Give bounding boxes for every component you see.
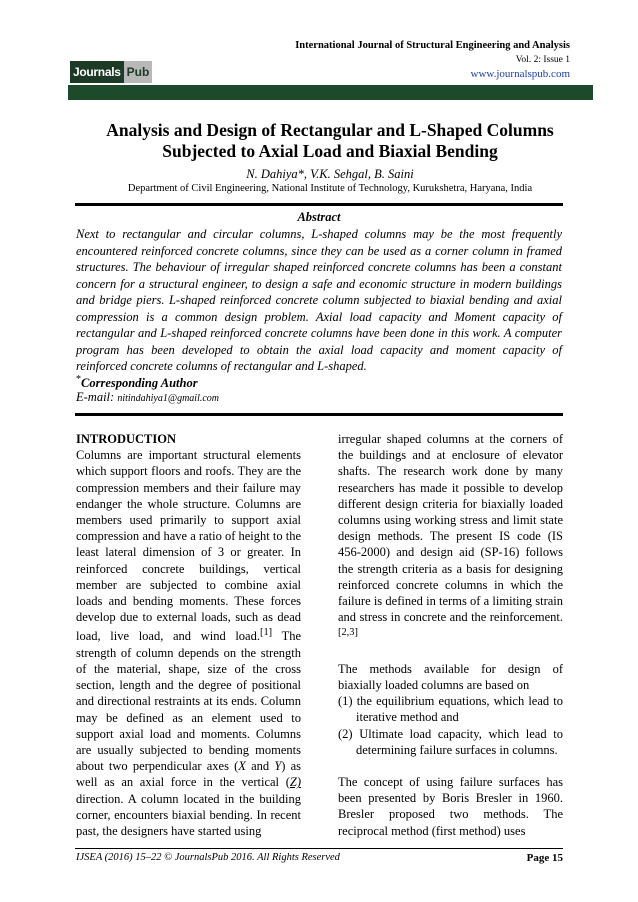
journalspub-logo	[70, 60, 160, 84]
spacer	[338, 758, 563, 774]
abstract-heading: Abstract	[297, 210, 341, 224]
spacer	[338, 645, 563, 661]
left-column	[76, 431, 301, 839]
journal-url-link[interactable]: www.journalspub.com	[470, 68, 570, 80]
corr-mark: *	[76, 374, 81, 385]
method-item: (1) the equilibrium equations, which lead to iterative method and	[338, 694, 563, 725]
volume-issue: Vol. 2: Issue 1	[515, 55, 570, 65]
corresponding-author	[76, 374, 198, 391]
title-line-2: Subjected to Axial Load and Biaxial Bending	[162, 141, 498, 161]
right-column	[338, 431, 563, 839]
axis-y: Y	[274, 759, 282, 774]
axis-x: X	[238, 759, 246, 774]
email-address-link[interactable]: nitindahiya1@gmail.com	[117, 393, 220, 404]
introduction-heading: INTRODUCTION	[76, 432, 177, 446]
title-line-1: Analysis and Design of Rectangular and L-Shaped Columns	[106, 120, 554, 140]
divider-top	[75, 203, 563, 206]
affiliation: Department of Civil Engineering, National Institute of Technology, Kurukshetra, Haryana, India	[127, 183, 533, 194]
methods-list	[338, 693, 563, 758]
concept-paragraph: The concept of using failure surfaces has been presented by Boris Bresler in 1960. Bresler proposed two methods. The reciprocal method (first method) uses	[338, 775, 563, 838]
intro-text-a: Columns are important structural elements which support floors and roofs. They are the compression members and their failure may endanger the whole structure. Columns are members used primarily to support axial compression and have a ratio of height to the least lateral dimension of 3 or greater. In reinforced concrete buildings, vertical member are subjected to combine axial loads and bending moments. These forces develop due to external loads, such as dead load, live load, and wind load.	[76, 448, 301, 644]
header-bar	[68, 85, 593, 100]
email-line	[76, 390, 219, 405]
intro-text-continued: irregular shaped columns at the corners of the buildings and at enclosure of elevator shafts. The research work done by many researchers has made it possible to develop different design criteria for biaxially loaded columns using working stress and limit state design methods. The present IS code (IS 456-2000) and design aid (SP-16) follows the strength criteria as a basis for designing reinforced concrete columns in which the failure is defined in terms of a limiting strain and stress in concrete and the reinforcement.	[338, 432, 563, 625]
corr-label: Corresponding Author	[81, 376, 198, 391]
page-number: Page 15	[526, 852, 563, 864]
and-word: and	[245, 759, 275, 774]
journal-name: International Journal of Structural Engineering and Analysis	[295, 40, 570, 51]
footer-divider	[75, 848, 563, 849]
intro-text-d: direction. A column located in the building corner, encounters biaxial bending. In recent past, the designers have started using	[76, 791, 301, 839]
citation-2-3[interactable]: [2,3]	[338, 627, 358, 639]
axis-z: Z)	[289, 775, 301, 790]
intro-text-b: The strength of column depends on the strength of the material, shape, size of the cross section, length and the degree of positional and directional restraints at its ends. Column may be defined as an element used to support axial load and moments. Columns are usually subjected to bending moments about two perpendicular axes (	[76, 629, 301, 774]
intro-paragraph-continued	[338, 431, 563, 645]
logo-text-journals: Journals	[70, 61, 124, 83]
intro-paragraph	[76, 447, 301, 839]
method-item: (2) Ultimate load capacity, which lead to determining failure surfaces in columns.	[338, 726, 563, 757]
author-list: N. Dahiya*, V.K. Sehgal, B. Saini	[246, 167, 414, 181]
footer-citation: IJSEA (2016) 15–22 © JournalsPub 2016. All Rights Reserved	[76, 852, 340, 863]
logo-text-pub: Pub	[124, 61, 153, 83]
citation-1[interactable]: [1]	[260, 627, 273, 639]
abstract-text: Next to rectangular and circular columns, L-shaped columns may be the most frequently encountered reinforced concrete columns, since they can be used as a corner column in framed structures. The behaviour of irregular shaped reinforced concrete columns has been a constant concern for a structural engineer, to design a safe and economic structure in modern buildings and bridge piers. L-shaped reinforced concrete column subjected to biaxial bending and axial compression is a common design problem. Axial load capacity and Moment capacity of rectangular and L-shaped reinforced concrete columns have been done in this work. A computer program has been developed to obtain the axial load capacity and moment capacity of reinforced concrete columns of rectangular and L-shaped.	[76, 227, 562, 373]
methods-intro: The methods available for design of biaxially loaded columns are based on	[338, 661, 563, 692]
divider-mid	[75, 413, 563, 416]
email-label: E-mail:	[76, 390, 115, 404]
intro-text-c: ) as well as an axial force in the vertical (	[76, 759, 302, 790]
paper-title	[60, 120, 600, 162]
